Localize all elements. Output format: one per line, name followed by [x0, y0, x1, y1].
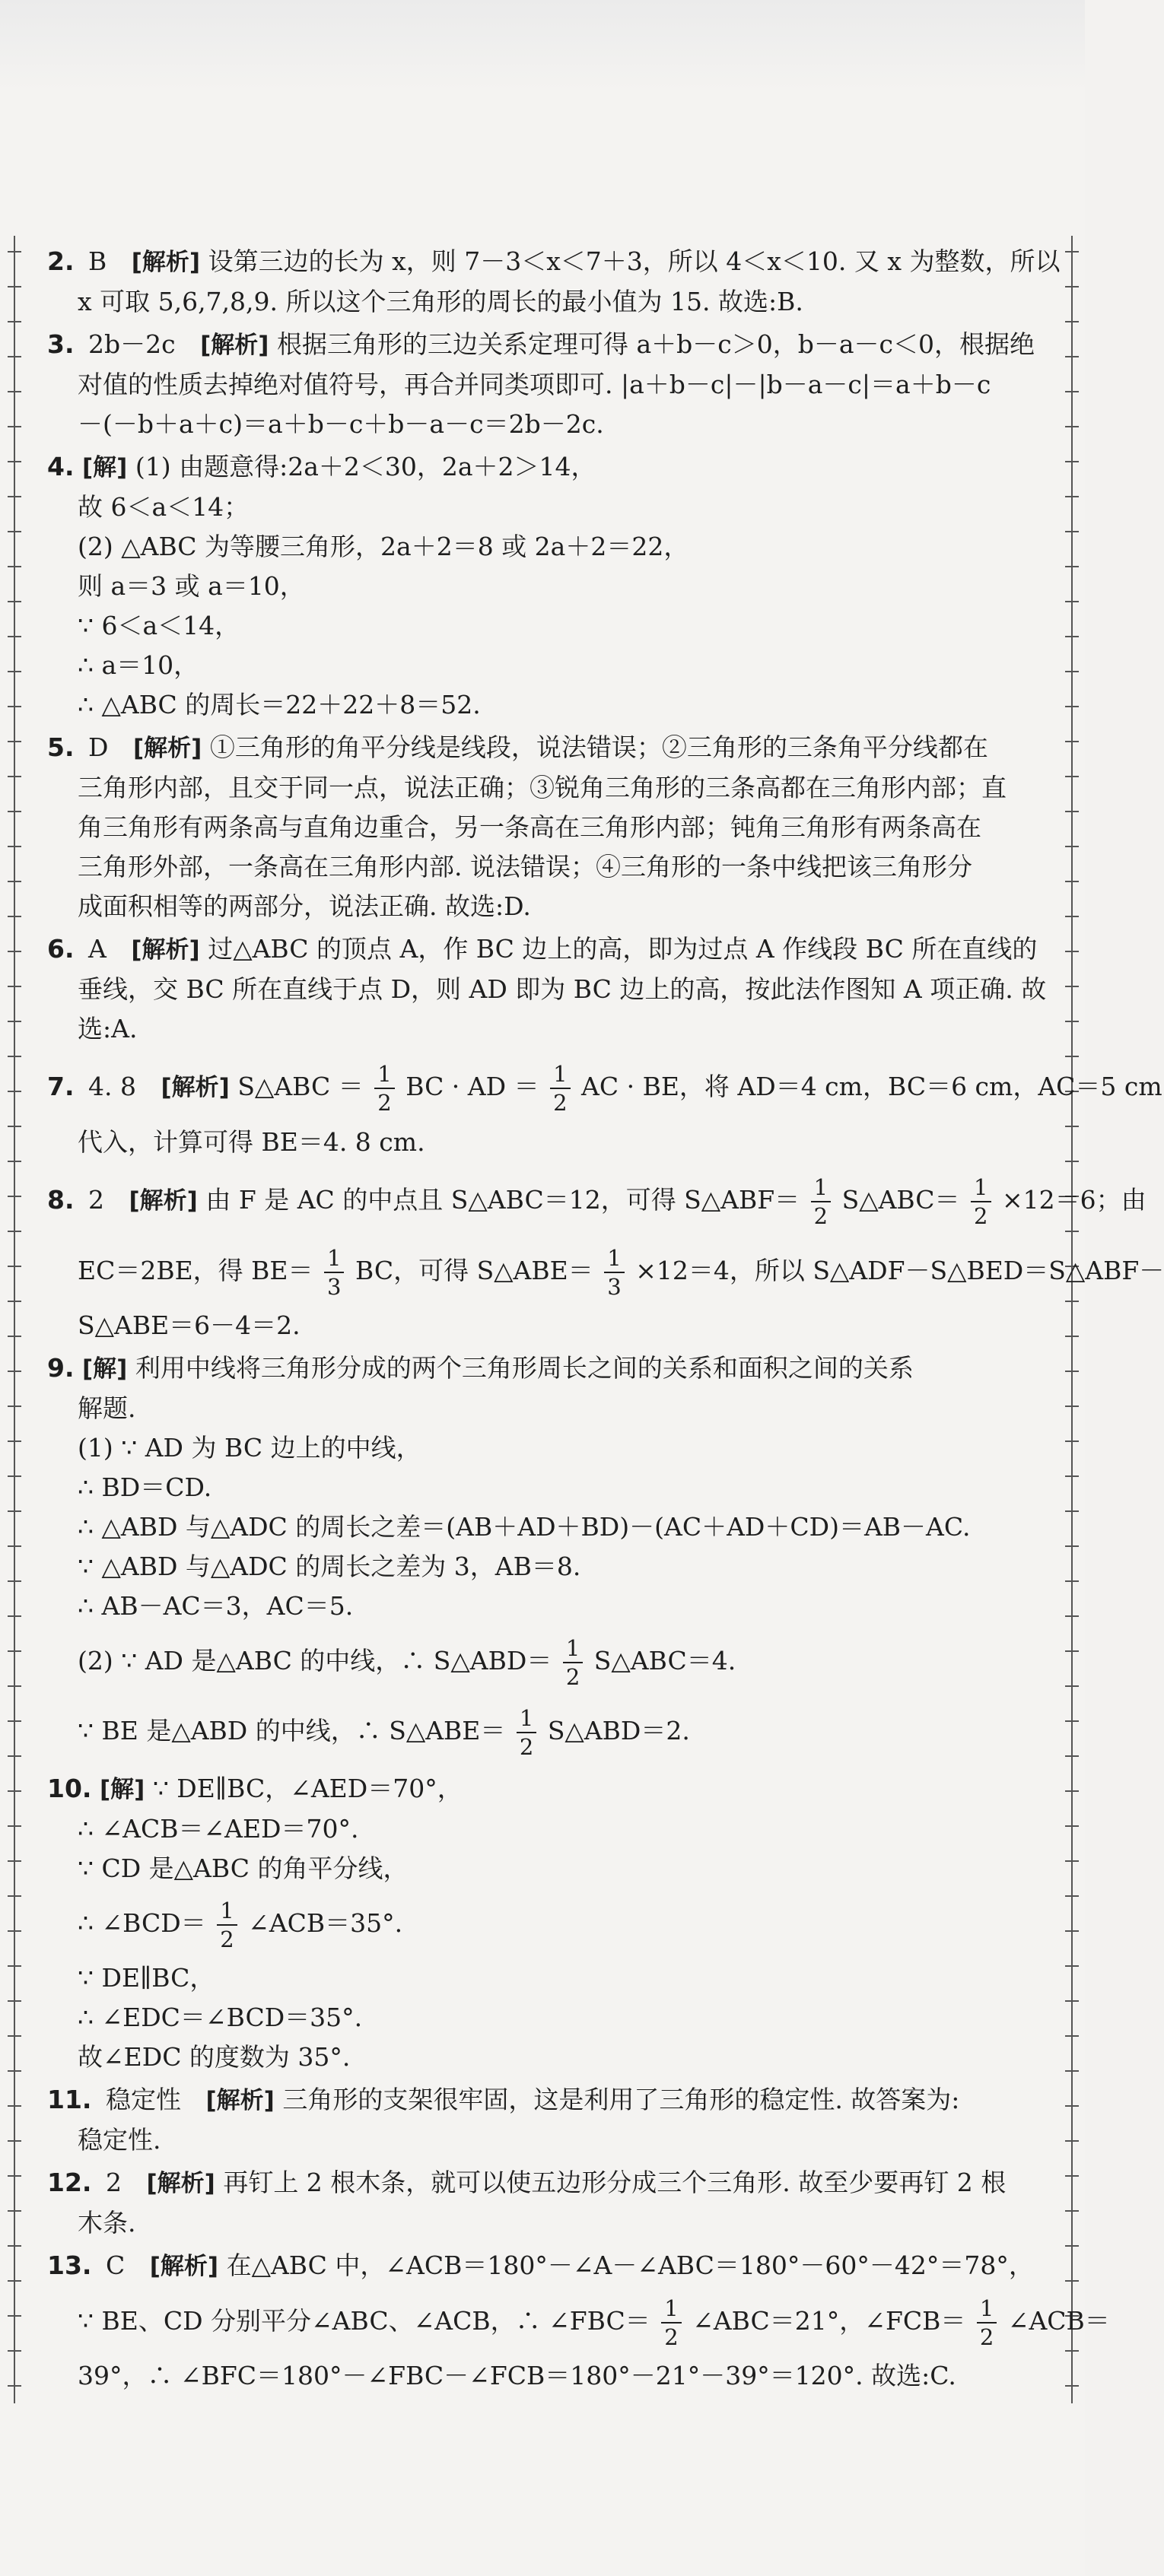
text-line: ∴ AB－AC＝3，AC＝5. — [78, 1591, 354, 1621]
right-binding-line — [1071, 236, 1073, 2403]
text-line: ∴ BD＝CD. — [78, 1472, 212, 1502]
answer-content — [47, 242, 1164, 2399]
text-line: 设第三边的长为 x，则 7－3＜x＜7＋3，所以 4＜x＜10. 又 x 为整数，所以 — [208, 246, 1061, 276]
margin-tick — [8, 1196, 21, 1197]
formula-part: ∠ACB＝35°. — [248, 1908, 403, 1938]
margin-tick — [1065, 1126, 1079, 1127]
text-line: 再钉上 2 根木条，就可以使五边形分成三个三角形. 故至少要再钉 2 根 — [223, 2168, 1007, 2197]
text-line: 故∠EDC 的度数为 35°. — [78, 2042, 351, 2072]
margin-tick — [8, 1056, 21, 1057]
formula-part: AC · BE，将 AD＝4 cm，BC＝6 cm，AC＝5 cm — [581, 1072, 1162, 1101]
text-line: 利用中线将三角形分成的两个三角形周长之间的关系和面积之间的关系 — [135, 1353, 914, 1383]
analysis-tag: [解析] — [205, 2087, 275, 2114]
margin-tick — [8, 881, 21, 882]
formula-part: ×12＝6；由 — [1002, 1185, 1147, 1215]
margin-tick — [1065, 1755, 1079, 1757]
margin-tick — [8, 1790, 21, 1792]
margin-tick — [1065, 601, 1079, 602]
analysis-tag: [解析] — [200, 332, 269, 359]
fraction-third: $\frac{1}{3}$ — [324, 1244, 344, 1301]
margin-tick — [8, 1615, 21, 1617]
margin-tick — [8, 671, 21, 672]
analysis-tag: [解析] — [131, 249, 201, 276]
text-line: 解题. — [78, 1393, 136, 1423]
margin-tick — [8, 1371, 21, 1372]
item-12 — [47, 2163, 1044, 2243]
item-answer: C — [105, 2250, 126, 2280]
margin-tick — [8, 356, 21, 357]
margin-tick — [8, 1266, 21, 1267]
text-line: 成面积相等的两部分，说法正确. 故选:D. — [78, 891, 531, 921]
margin-tick — [1065, 741, 1079, 742]
margin-tick — [1065, 2140, 1079, 2142]
margin-tick — [1065, 1825, 1079, 1827]
margin-tick — [1065, 1510, 1079, 1512]
margin-tick — [1065, 1895, 1079, 1897]
margin-tick — [1065, 1615, 1079, 1617]
margin-tick — [8, 601, 21, 602]
analysis-tag: [解析] — [149, 2253, 219, 2280]
margin-tick — [1065, 636, 1079, 637]
margin-tick — [8, 1930, 21, 1932]
analysis-tag: [解析] — [146, 2170, 215, 2197]
margin-tick — [8, 321, 21, 322]
text-line: ∵ DE∥BC， — [78, 1963, 215, 1993]
item-8 — [47, 1165, 1164, 1345]
analysis-tag: [解析] — [129, 1187, 198, 1215]
text-line: 三角形内部，且交于同一点，说法正确；③锐角三角形的三条高都在三角形内部；直 — [78, 773, 1007, 802]
text-line: (1) 由题意得:2a＋2＜30，2a＋2＞14， — [135, 452, 596, 481]
text-line: ∴ ∠ACB＝∠AED＝70°. — [78, 1814, 359, 1844]
item-10 — [47, 1769, 1044, 2077]
margin-tick — [1065, 1440, 1079, 1442]
margin-tick — [8, 706, 21, 707]
margin-tick — [1065, 1930, 1079, 1932]
margin-tick — [8, 846, 21, 847]
margin-tick — [8, 741, 21, 742]
margin-tick — [8, 496, 21, 497]
fraction-half: $\frac{1}{2}$ — [977, 2295, 997, 2351]
formula-part: (2) ∵ AD 是△ABC 的中线，∴ S△ABD＝ — [78, 1646, 552, 1676]
margin-tick — [8, 1231, 21, 1232]
formula-part: EC＝2BE，得 BE＝ — [78, 1256, 313, 1285]
item-number: 2. — [47, 246, 75, 276]
text-line: ∴ a＝10， — [78, 650, 199, 680]
text-line: 三角形的支架很牢固，这是利用了三角形的稳定性. 故答案为: — [282, 2085, 960, 2114]
text-line: 根据三角形的三边关系定理可得 a＋b－c＞0，b－a－c＜0，根据绝 — [276, 329, 1035, 359]
margin-tick — [1065, 1580, 1079, 1582]
analysis-tag: [解析] — [161, 1074, 230, 1101]
margin-tick — [1065, 881, 1079, 882]
margin-tick — [1065, 671, 1079, 672]
margin-tick — [8, 1965, 21, 1967]
solution-tag: [解] — [99, 1776, 145, 1803]
formula-part: ∠ABC＝21°，∠FCB＝ — [692, 2306, 966, 2336]
margin-tick — [8, 566, 21, 567]
margin-tick — [1065, 461, 1079, 462]
text-line: ∴ △ABC 的周长＝22＋22＋8＝52. — [78, 690, 481, 719]
item-answer: 4. 8 — [88, 1072, 136, 1101]
item-number: 10. — [47, 1774, 92, 1803]
text-line: (2) △ABC 为等腰三角形，2a＋2＝8 或 2a＋2＝22， — [78, 532, 689, 561]
margin-tick — [1065, 1371, 1079, 1372]
margin-tick — [8, 1091, 21, 1092]
margin-tick — [8, 391, 21, 392]
item-answer: D — [88, 732, 109, 762]
item-number: 13. — [47, 2250, 92, 2280]
margin-tick — [1065, 951, 1079, 952]
text-line: 39°，∴ ∠BFC＝180°－∠FBC－∠FCB＝180°－21°－39°＝120°. 故选:C. — [78, 2361, 956, 2390]
margin-tick — [8, 1825, 21, 1827]
margin-tick — [8, 2315, 21, 2317]
margin-tick — [8, 1406, 21, 1407]
text-line: 在△ABC 中，∠ACB＝180°－∠A－∠ABC＝180°－60°－42°＝78°， — [226, 2250, 1034, 2280]
item-number: 6. — [47, 934, 75, 964]
item-answer: A — [88, 934, 107, 964]
margin-tick — [8, 1650, 21, 1652]
margin-tick — [1065, 1720, 1079, 1722]
item-5 — [47, 728, 1044, 926]
text-line: 三角形外部，一条高在三角形内部. 说法错误；④三角形的一条中线把该三角形分 — [78, 852, 972, 881]
item-answer: B — [88, 246, 107, 276]
margin-tick — [1065, 811, 1079, 812]
formula-part: ∠ACB＝ — [1007, 2306, 1110, 2336]
text-line: 稳定性. — [78, 2125, 161, 2155]
text-line: ∴ ∠EDC＝∠BCD＝35°. — [78, 2003, 363, 2032]
margin-tick — [8, 1336, 21, 1337]
margin-tick — [8, 2245, 21, 2247]
margin-tick — [8, 776, 21, 777]
margin-tick — [1065, 321, 1079, 322]
formula-part: S△ABC＝4. — [593, 1646, 736, 1676]
margin-tick — [8, 461, 21, 462]
margin-tick — [8, 951, 21, 952]
margin-tick — [8, 986, 21, 987]
text-line: ∵ 6＜a＜14， — [78, 611, 240, 640]
margin-tick — [1065, 496, 1079, 497]
margin-tick — [1065, 531, 1079, 532]
text-line: S△ABE＝6－4＝2. — [78, 1310, 301, 1340]
margin-tick — [1065, 2210, 1079, 2212]
item-number: 9. — [47, 1353, 75, 1383]
margin-tick — [8, 2000, 21, 2002]
margin-tick — [1065, 1685, 1079, 1687]
margin-tick — [1065, 2245, 1079, 2247]
margin-tick — [8, 916, 21, 917]
margin-tick — [1065, 566, 1079, 567]
text-line: 角三角形有两条高与直角边重合，另一条高在三角形内部；钝角三角形有两条高在 — [78, 812, 981, 842]
formula-part: ∴ ∠BCD＝ — [78, 1908, 206, 1938]
text-line: －(－b＋a＋c)＝a＋b－c＋b－a－c＝2b－2c. — [78, 409, 604, 439]
margin-tick — [1065, 706, 1079, 707]
analysis-tag: [解析] — [132, 735, 202, 762]
margin-tick — [1065, 426, 1079, 427]
fraction-half: $\frac{1}{2}$ — [550, 1060, 570, 1116]
fraction-half: $\frac{1}{2}$ — [811, 1174, 831, 1230]
margin-tick — [1065, 1545, 1079, 1547]
text-line: 代入，计算可得 BE＝4. 8 cm. — [78, 1127, 425, 1157]
margin-tick — [1065, 1475, 1079, 1477]
fraction-third: $\frac{1}{3}$ — [604, 1244, 624, 1301]
item-3 — [47, 325, 1044, 444]
item-9 — [47, 1348, 1044, 1766]
fraction-half: $\frac{1}{2}$ — [517, 1704, 536, 1761]
item-7 — [47, 1052, 1162, 1162]
margin-tick — [8, 286, 21, 287]
margin-tick — [8, 2035, 21, 2037]
margin-tick — [1065, 391, 1079, 392]
margin-tick — [1065, 2385, 1079, 2387]
left-binding-line — [14, 236, 15, 2403]
margin-tick — [8, 2140, 21, 2142]
formula-part: 由 F 是 AC 的中点且 S△ABC＝12，可得 S△ABF＝ — [205, 1185, 800, 1215]
margin-tick — [1065, 1406, 1079, 1407]
margin-tick — [8, 2105, 21, 2107]
margin-tick — [1065, 1650, 1079, 1652]
text-line: 过△ABC 的顶点 A，作 BC 边上的高，即为过点 A 作线段 BC 所在直线的 — [208, 934, 1038, 964]
margin-tick — [1065, 2070, 1079, 2072]
item-number: 5. — [47, 732, 75, 762]
margin-tick — [1065, 1161, 1079, 1162]
margin-tick — [8, 251, 21, 253]
margin-tick — [8, 2385, 21, 2387]
formula-part: S△ABC ＝ — [237, 1072, 364, 1101]
item-4 — [47, 447, 1044, 725]
margin-tick — [8, 426, 21, 427]
fraction-half: $\frac{1}{2}$ — [217, 1897, 237, 1953]
text-line: 则 a＝3 或 a＝10， — [78, 571, 305, 601]
margin-tick — [1065, 2280, 1079, 2282]
text-line: 故 6＜a＜14； — [78, 492, 250, 522]
margin-tick — [1065, 776, 1079, 777]
formula-part: S△ABC＝ — [841, 1185, 960, 1215]
fraction-half: $\frac{1}{2}$ — [661, 2295, 681, 2351]
margin-tick — [8, 811, 21, 812]
margin-tick — [1065, 2105, 1079, 2107]
solution-tag: [解] — [82, 1355, 128, 1383]
item-number: 3. — [47, 329, 75, 359]
margin-tick — [8, 1545, 21, 1547]
margin-tick — [1065, 286, 1079, 287]
margin-tick — [8, 1580, 21, 1582]
margin-tick — [1065, 1790, 1079, 1792]
margin-tick — [8, 1475, 21, 1477]
margin-tick — [8, 1126, 21, 1127]
margin-tick — [8, 1161, 21, 1162]
text-line: 对值的性质去掉绝对值符号，再合并同类项即可. |a＋b－c|－|b－a－c|＝a＋b－c — [78, 370, 991, 399]
solution-tag: [解] — [82, 454, 128, 481]
margin-tick — [1065, 1336, 1079, 1337]
margin-tick — [1065, 1231, 1079, 1232]
item-number: 7. — [47, 1072, 75, 1101]
margin-tick — [1065, 1056, 1079, 1057]
margin-tick — [1065, 916, 1079, 917]
fraction-half: $\frac{1}{2}$ — [971, 1174, 991, 1230]
margin-tick — [8, 1510, 21, 1512]
margin-tick — [1065, 1021, 1079, 1022]
item-2 — [47, 242, 1061, 322]
margin-tick — [8, 2175, 21, 2177]
formula-part: S△ABD＝2. — [547, 1716, 690, 1745]
item-answer: 稳定性 — [105, 2085, 181, 2114]
item-answer: 2 — [105, 2168, 122, 2197]
margin-tick — [1065, 846, 1079, 847]
margin-tick — [8, 1685, 21, 1687]
formula-part: ∵ BE 是△ABD 的中线，∴ S△ABE＝ — [78, 1716, 506, 1745]
item-number: 11. — [47, 2085, 92, 2114]
formula-part: BC · AD ＝ — [405, 1072, 539, 1101]
text-line: ①三角形的角平分线是线段，说法错误；②三角形的三条角平分线都在 — [209, 732, 988, 762]
margin-tick — [1065, 356, 1079, 357]
text-line: 选:A. — [78, 1014, 138, 1043]
margin-tick — [1065, 1860, 1079, 1862]
margin-tick — [8, 1860, 21, 1862]
text-line: ∴ △ABD 与△ADC 的周长之差＝(AB＋AD＋BD)－(AC＋AD＋CD)＝AB－AC. — [78, 1512, 971, 1542]
formula-part: ∵ BE、CD 分别平分∠ABC、∠ACB，∴ ∠FBC＝ — [78, 2306, 650, 2336]
margin-tick — [8, 1301, 21, 1302]
text-line: ∵ △ABD 与△ADC 的周长之差为 3，AB＝8. — [78, 1552, 581, 1581]
margin-tick — [8, 1440, 21, 1442]
formula-part: ×12＝4，所以 S△ADF－S△BED＝S△ABF－ — [635, 1256, 1164, 1285]
margin-tick — [1065, 986, 1079, 987]
analysis-tag: [解析] — [131, 936, 200, 964]
margin-tick — [8, 2210, 21, 2212]
text-line: ∵ CD 是△ABC 的角平分线， — [78, 1853, 409, 1883]
text-line: 木条. — [78, 2208, 136, 2238]
margin-tick — [8, 2350, 21, 2352]
margin-tick — [8, 636, 21, 637]
margin-tick — [1065, 1965, 1079, 1967]
margin-tick — [8, 1021, 21, 1022]
text-line: 垂线，交 BC 所在直线于点 D，则 AD 即为 BC 边上的高，按此法作图知 A 项正确. 故 — [78, 974, 1047, 1004]
item-number: 4. — [47, 452, 75, 481]
margin-tick — [1065, 2000, 1079, 2002]
item-number: 12. — [47, 2168, 92, 2197]
margin-tick — [8, 531, 21, 532]
margin-tick — [8, 2070, 21, 2072]
margin-tick — [1065, 2175, 1079, 2177]
margin-tick — [8, 2280, 21, 2282]
text-line: x 可取 5,6,7,8,9. 所以这个三角形的周长的最小值为 15. 故选:B. — [78, 287, 803, 316]
fraction-half: $\frac{1}{2}$ — [374, 1060, 394, 1116]
item-11 — [47, 2080, 1044, 2160]
text-line: ∵ DE∥BC，∠AED＝70°， — [152, 1774, 463, 1803]
margin-tick — [8, 1755, 21, 1757]
formula-part: BC，可得 S△ABE＝ — [355, 1256, 593, 1285]
item-number: 8. — [47, 1185, 75, 1215]
text-line: (1) ∵ AD 为 BC 边上的中线， — [78, 1433, 421, 1463]
item-answer: 2b－2c — [88, 329, 176, 359]
margin-tick — [1065, 251, 1079, 253]
margin-tick — [8, 1895, 21, 1897]
margin-tick — [1065, 2035, 1079, 2037]
item-13 — [47, 2246, 1110, 2396]
item-6 — [47, 929, 1047, 1049]
item-answer: 2 — [88, 1185, 104, 1215]
margin-tick — [8, 1720, 21, 1722]
fraction-half: $\frac{1}{2}$ — [563, 1634, 583, 1691]
